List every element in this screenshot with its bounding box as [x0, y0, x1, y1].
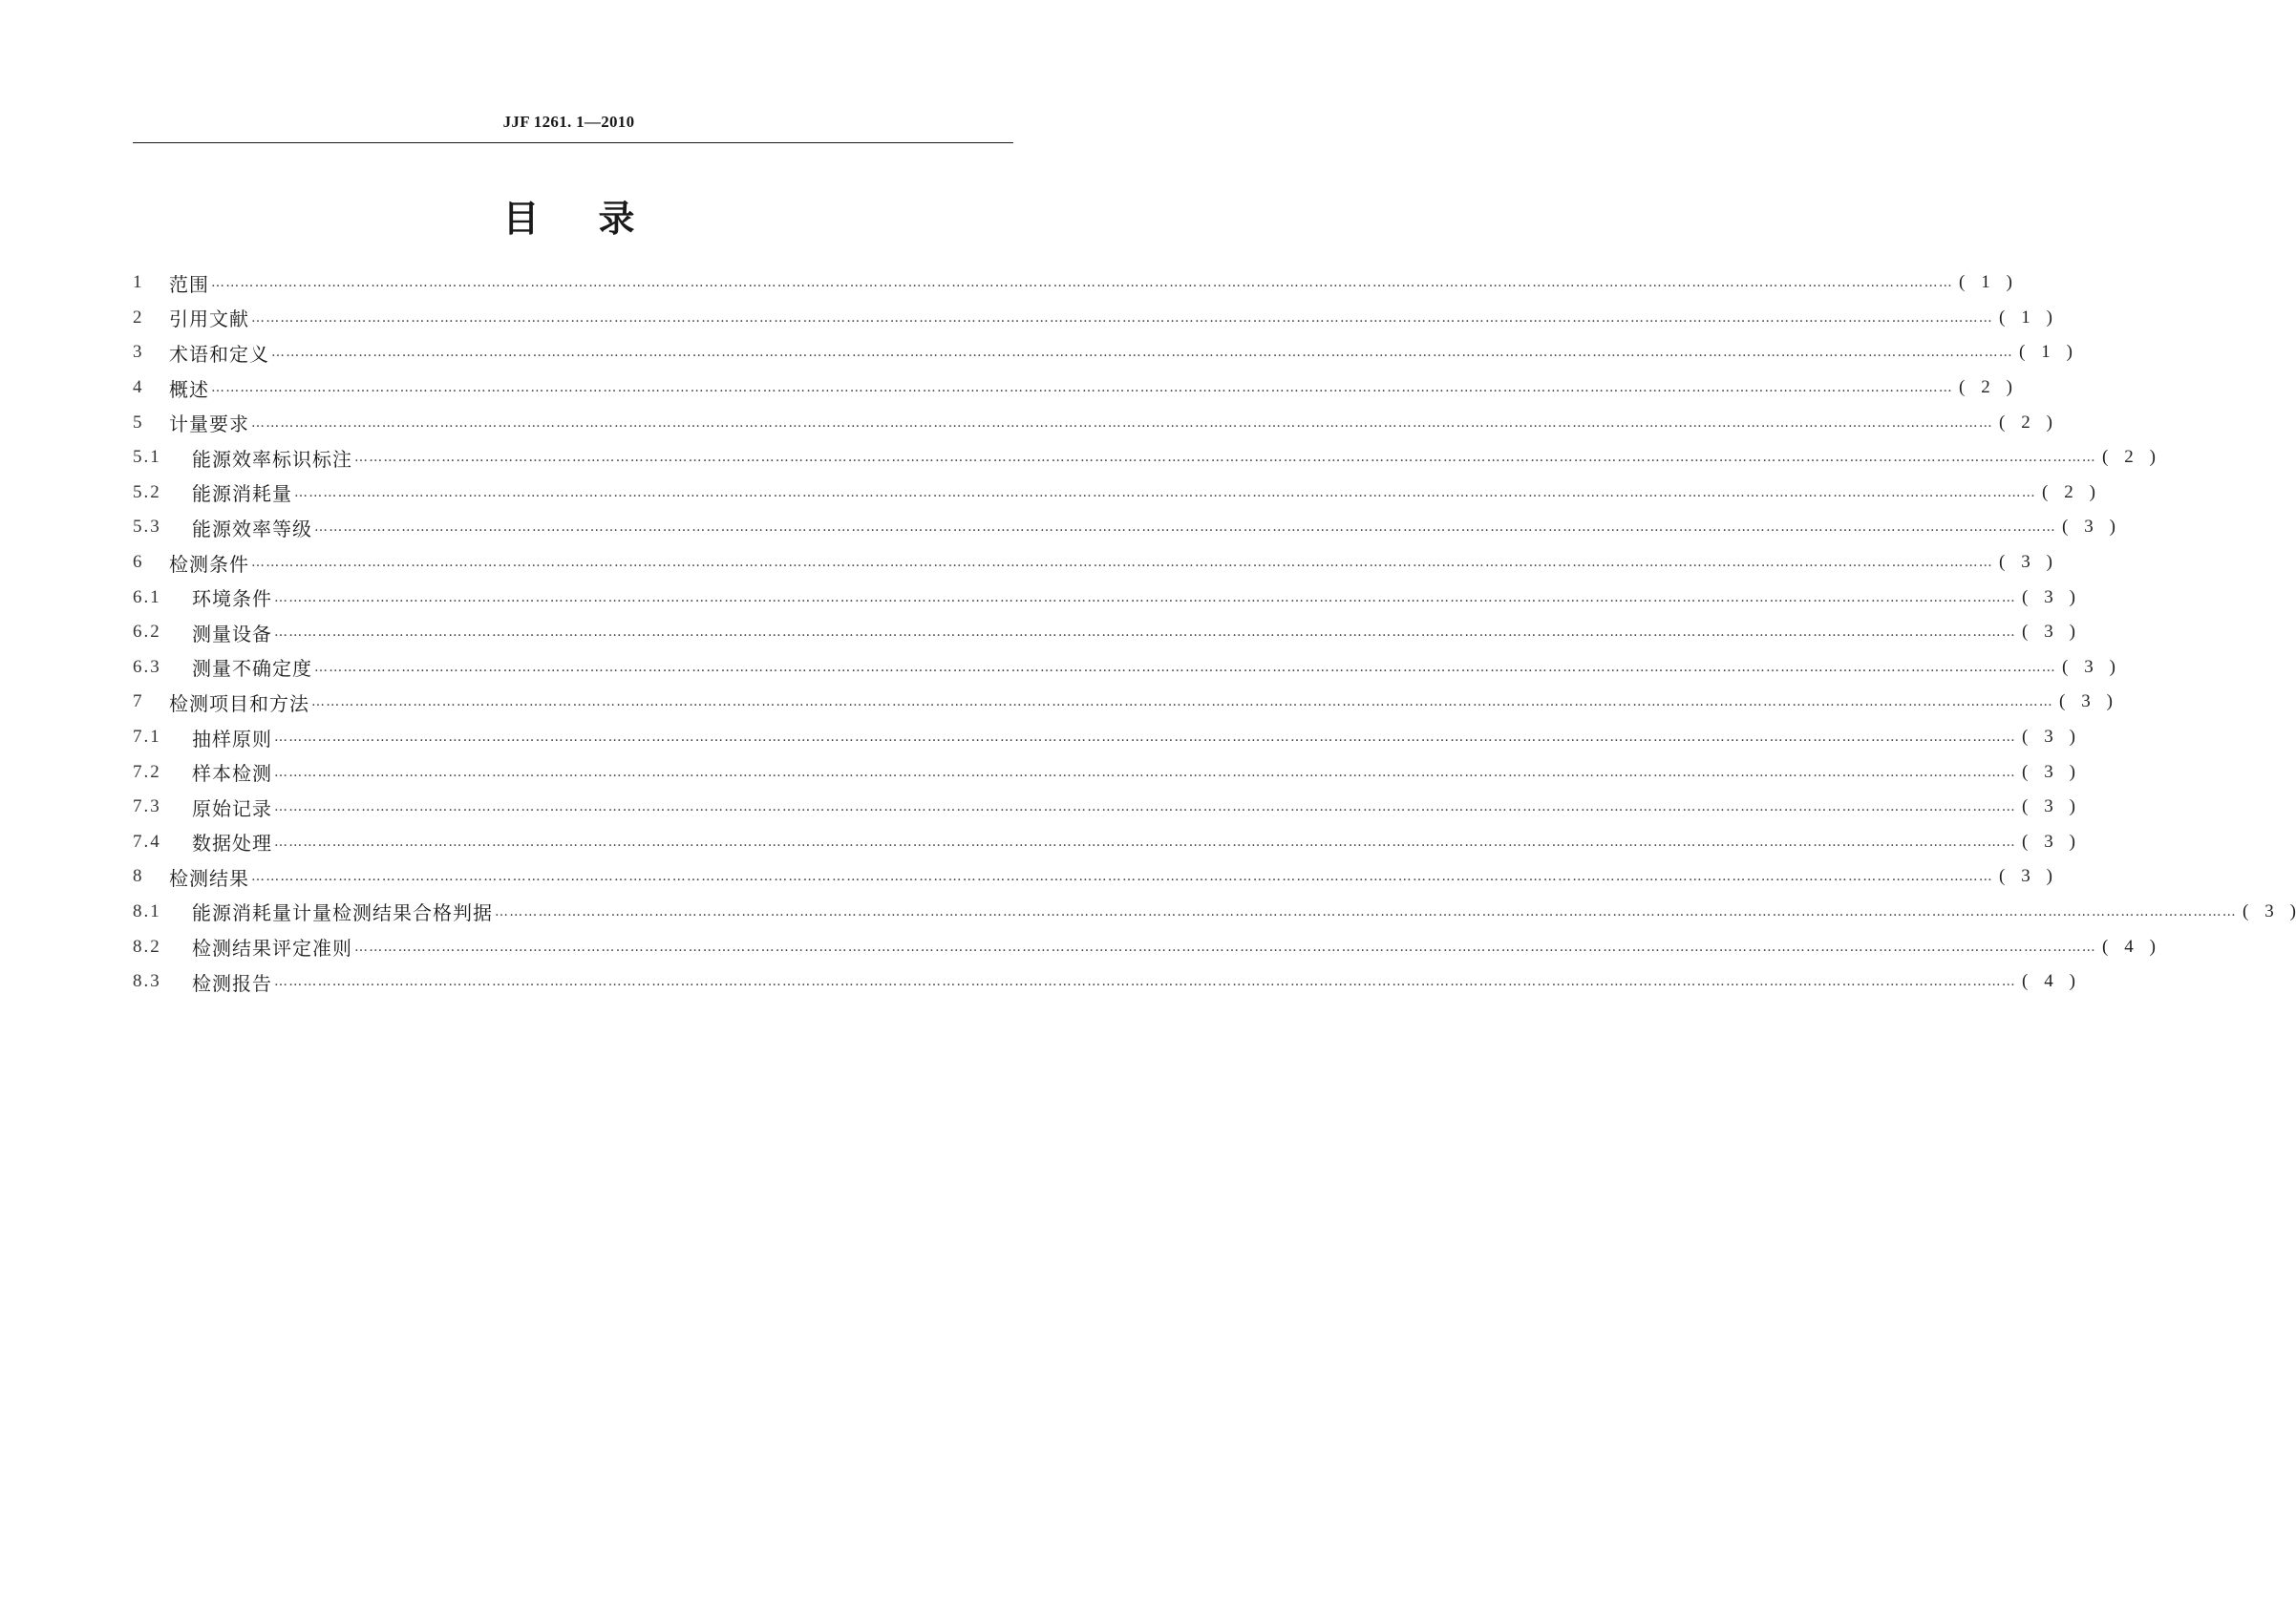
- toc-entry[interactable]: [133, 476, 2095, 511]
- toc-leader-dots: ………………………………………………………………………………………………………………………………………………………………………………………………………………………………………………………………………………………………………………………………: [211, 380, 1953, 396]
- toc-entry-title: 检测报告: [192, 971, 272, 995]
- toc-entry[interactable]: [133, 790, 2075, 825]
- toc-entry-title: 计量要求: [169, 413, 249, 436]
- toc-entry[interactable]: [133, 405, 2052, 440]
- toc-entry-number: 7: [133, 691, 144, 712]
- toc-entry-page: ( 3 ): [2062, 517, 2115, 538]
- toc-entry[interactable]: [133, 615, 2075, 650]
- toc-entry-number: 1: [133, 272, 144, 293]
- toc-entry-page: ( 3 ): [2022, 622, 2075, 643]
- toc-entry-page: ( 3 ): [1999, 552, 2052, 573]
- toc-leader-dots: ………………………………………………………………………………………………………………………………………………………………………………………………………………………………………………………………………………………………………………………………: [211, 275, 1953, 291]
- toc-entry-page-number: 4: [2124, 936, 2134, 957]
- toc-entry-page: ( 4 ): [2022, 971, 2075, 992]
- toc-leader-dots: ………………………………………………………………………………………………………………………………………………………………………………………………………………………………………………………………………………………………………………………………: [314, 659, 2056, 675]
- toc-leader-dots: ………………………………………………………………………………………………………………………………………………………………………………………………………………………………………………………………………………………………………………………………: [274, 974, 2016, 990]
- toc-entry-title: 抽样原则: [192, 727, 272, 751]
- toc-entry-page: ( 3 ): [2022, 831, 2075, 852]
- toc-entry-title: 测量不确定度: [192, 657, 312, 681]
- toc-entry-number: 5: [133, 412, 144, 433]
- toc-entry-page: ( 3 ): [2022, 727, 2075, 748]
- toc-entry-page-number: 3: [2044, 831, 2053, 852]
- toc-entry-title: 能源效率等级: [192, 517, 312, 540]
- toc-leader-dots: ………………………………………………………………………………………………………………………………………………………………………………………………………………………………………………………………………………………………………………………………: [311, 694, 2053, 710]
- toc-entry-page: ( 1 ): [2019, 342, 2073, 363]
- toc-entry[interactable]: [133, 964, 2075, 1000]
- toc-leader-dots: ………………………………………………………………………………………………………………………………………………………………………………………………………………………………………………………………………………………………………………………………: [274, 799, 2016, 815]
- toc-entry-page-number: 3: [2084, 656, 2094, 677]
- toc-entry-number: 7.3: [133, 796, 161, 817]
- toc-entry[interactable]: [133, 754, 2075, 790]
- toc-entry[interactable]: [133, 720, 2075, 755]
- toc-entry-title: 原始记录: [192, 796, 272, 820]
- toc-entry-page: ( 1 ): [1999, 307, 2052, 328]
- toc-entry-page-number: 4: [2044, 971, 2053, 992]
- toc-entry-page-number: 3: [2044, 727, 2053, 748]
- toc-title: 目录: [502, 198, 694, 240]
- toc-entry-number: 6.2: [133, 622, 161, 643]
- toc-entry-page-number: 2: [2124, 447, 2134, 468]
- toc-entry-page: ( 2 ): [1959, 377, 2012, 398]
- toc-entry-number: 5.2: [133, 481, 161, 502]
- toc-leader-dots: ………………………………………………………………………………………………………………………………………………………………………………………………………………………………………………………………………………………………………………………………: [354, 450, 2096, 466]
- toc-entry-title: 检测结果评定准则: [192, 937, 352, 961]
- toc-entry[interactable]: [133, 859, 2052, 895]
- toc-leader-dots: ………………………………………………………………………………………………………………………………………………………………………………………………………………………………………………………………………………………………………………………………: [251, 869, 1993, 885]
- toc-entry[interactable]: [133, 825, 2075, 860]
- toc-leader-dots: ………………………………………………………………………………………………………………………………………………………………………………………………………………………………………………………………………………………………………………………………: [354, 939, 2096, 955]
- toc-entry-number: 4: [133, 377, 144, 398]
- toc-entry-number: 7.4: [133, 831, 161, 852]
- toc-entry-page-number: 3: [2084, 517, 2094, 538]
- toc-entry-page-number: 3: [2081, 691, 2091, 712]
- toc-entry[interactable]: [133, 265, 2012, 301]
- toc-entry-page: ( 3 ): [2059, 691, 2113, 712]
- toc-entry-page-number: 1: [2041, 342, 2051, 363]
- toc-entry-title: 能源消耗量: [192, 482, 292, 506]
- toc-entry-page: ( 3 ): [2022, 796, 2075, 817]
- toc-entry[interactable]: [133, 370, 2012, 406]
- toc-entry-number: 7.2: [133, 761, 161, 782]
- toc-leader-dots: ………………………………………………………………………………………………………………………………………………………………………………………………………………………………………………………………………………………………………………………………: [271, 345, 2013, 361]
- toc-entry-page-number: 3: [2044, 586, 2053, 607]
- toc-entry-number: 8.2: [133, 936, 161, 957]
- toc-entry-page: ( 3 ): [2022, 586, 2075, 607]
- toc-leader-dots: ………………………………………………………………………………………………………………………………………………………………………………………………………………………………………………………………………………………………………………………………: [274, 834, 2016, 850]
- toc-entry-number: 8.3: [133, 971, 161, 992]
- toc-entry-number: 6: [133, 552, 144, 573]
- toc-leader-dots: ………………………………………………………………………………………………………………………………………………………………………………………………………………………………………………………………………………………………………………………………: [274, 624, 2016, 641]
- toc-entry[interactable]: [133, 335, 2073, 370]
- toc-entry[interactable]: [133, 580, 2075, 615]
- toc-entry-number: 2: [133, 307, 144, 328]
- toc-entry-page: ( 2 ): [2102, 447, 2156, 468]
- toc-leader-dots: ………………………………………………………………………………………………………………………………………………………………………………………………………………………………………………………………………………………………………………………………: [274, 589, 2016, 605]
- toc-entry-title: 检测项目和方法: [169, 691, 309, 715]
- toc-entry-title: 概述: [169, 377, 209, 401]
- toc-entry-page-number: 2: [2064, 481, 2073, 502]
- toc-entry-page: ( 3 ): [1999, 866, 2052, 887]
- toc-entry-page-number: 3: [2044, 761, 2053, 782]
- table-of-contents: [133, 265, 2296, 999]
- toc-entry-number: 8.1: [133, 900, 161, 921]
- toc-entry-page-number: 1: [2021, 307, 2030, 328]
- toc-entry-number: 7.1: [133, 727, 161, 748]
- toc-entry[interactable]: [133, 685, 2113, 720]
- toc-leader-dots: ………………………………………………………………………………………………………………………………………………………………………………………………………………………………………………………………………………………………………………………………: [251, 555, 1993, 571]
- toc-entry[interactable]: [133, 440, 2156, 476]
- toc-entry-page-number: 3: [2044, 622, 2053, 643]
- toc-entry-page: ( 2 ): [1999, 412, 2052, 433]
- toc-entry-number: 8: [133, 866, 144, 887]
- toc-entry[interactable]: [133, 929, 2156, 964]
- toc-entry-title: 测量设备: [192, 622, 272, 645]
- toc-entry-page: ( 1 ): [1959, 272, 2012, 293]
- toc-entry-page-number: 2: [1981, 377, 1990, 398]
- toc-leader-dots: ………………………………………………………………………………………………………………………………………………………………………………………………………………………………………………………………………………………………………………………………: [251, 414, 1993, 431]
- toc-entry-title: 能源消耗量计量检测结果合格判据: [192, 901, 493, 925]
- toc-entry[interactable]: [133, 301, 2052, 336]
- toc-entry-title: 能源效率标识标注: [192, 447, 352, 471]
- toc-leader-dots: ………………………………………………………………………………………………………………………………………………………………………………………………………………………………………………………………………………………………………………………………: [274, 764, 2016, 780]
- toc-entry-title: 环境条件: [192, 587, 272, 611]
- toc-leader-dots: ………………………………………………………………………………………………………………………………………………………………………………………………………………………………………………………………………………………………………………………………: [495, 903, 2237, 920]
- toc-entry[interactable]: [133, 545, 2052, 581]
- toc-entry-title: 检测结果: [169, 866, 249, 890]
- toc-entry-page: ( 3 ): [2062, 656, 2115, 677]
- toc-entry-title: 检测条件: [169, 552, 249, 576]
- toc-leader-dots: ………………………………………………………………………………………………………………………………………………………………………………………………………………………………………………………………………………………………………………………………: [251, 309, 1993, 326]
- toc-entry[interactable]: [133, 510, 2115, 545]
- document-code: JJF 1261. 1—2010: [502, 113, 635, 131]
- toc-entry-title: 范围: [169, 272, 209, 296]
- toc-entry-number: 5.3: [133, 517, 161, 538]
- toc-entry-number: 3: [133, 342, 144, 363]
- toc-entry[interactable]: [133, 895, 2296, 930]
- toc-entry-title: 数据处理: [192, 832, 272, 856]
- toc-entry-number: 5.1: [133, 447, 161, 468]
- toc-leader-dots: ………………………………………………………………………………………………………………………………………………………………………………………………………………………………………………………………………………………………………………………………: [274, 730, 2016, 746]
- toc-entry-title: 引用文献: [169, 307, 249, 331]
- toc-entry[interactable]: [133, 650, 2115, 686]
- toc-entry-page: ( 4 ): [2102, 936, 2156, 957]
- toc-entry-number: 6.3: [133, 656, 161, 677]
- toc-leader-dots: ………………………………………………………………………………………………………………………………………………………………………………………………………………………………………………………………………………………………………………………………: [294, 484, 2036, 500]
- toc-entry-title: 样本检测: [192, 762, 272, 786]
- toc-entry-page-number: 3: [2264, 900, 2274, 921]
- toc-entry-page: ( 3 ): [2022, 761, 2075, 782]
- toc-entry-number: 6.1: [133, 586, 161, 607]
- toc-entry-page: ( 2 ): [2042, 481, 2095, 502]
- toc-entry-page-number: 3: [2044, 796, 2053, 817]
- toc-entry-page-number: 3: [2021, 866, 2030, 887]
- toc-entry-page: ( 3 ): [2243, 900, 2296, 921]
- toc-leader-dots: ………………………………………………………………………………………………………………………………………………………………………………………………………………………………………………………………………………………………………………………………: [314, 519, 2056, 536]
- toc-entry-page-number: 1: [1981, 272, 1990, 293]
- toc-entry-page-number: 2: [2021, 412, 2030, 433]
- header-divider: [133, 142, 1013, 143]
- toc-entry-page-number: 3: [2021, 552, 2030, 573]
- toc-entry-title: 术语和定义: [169, 342, 269, 366]
